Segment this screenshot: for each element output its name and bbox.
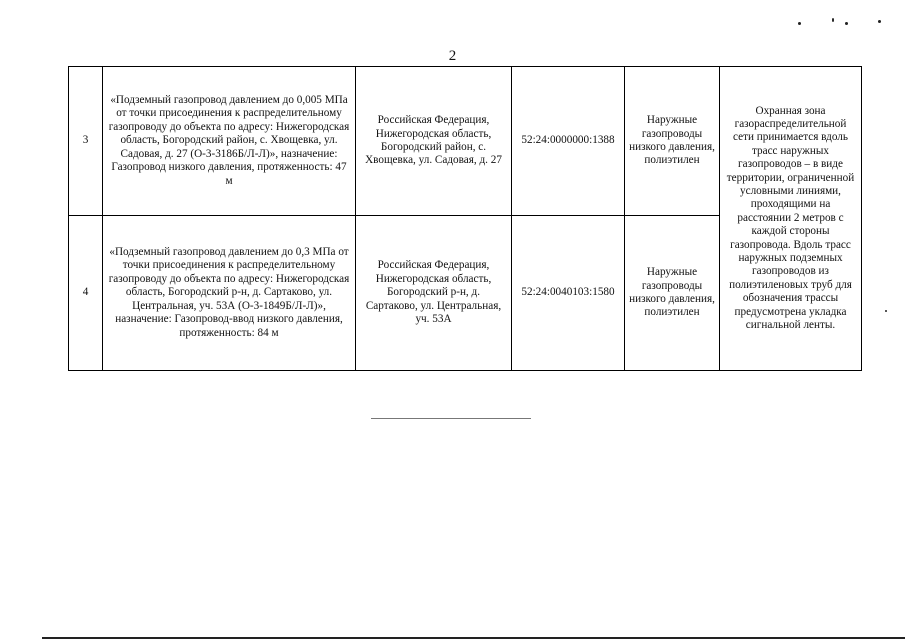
objects-table: [68, 66, 862, 371]
scan-edge-line: [42, 637, 905, 639]
scan-speck: [845, 22, 848, 25]
separator-line: [371, 418, 531, 419]
scan-speck: [798, 22, 801, 25]
protection-zone-text: Охранная зона газораспределительной сети принимается вдоль трасс наружных газопроводов – в виде территории, ограниченной условными линиями, проходящими на расстоянии 2 метров с каждой стороны газопровода. Вдоль трасс наружных подземных газопроводов из полиэтиленовых труб для обозначения трассы предусмотрена укладка сигнальной ленты.: [726, 104, 855, 332]
object-description-cell: «Подземный газопровод давлением до 0,3 МПа от точки присоединения к распределительному газопроводу до объекта по адресу: Нижегородская область, Богородский р-н, д. Сартаково, ул. Центральная, уч. 53А (О-3-1849Б/Л-Л)», назначение: Газопровод-ввод низкого давления, протяженность: 84 м: [103, 216, 356, 371]
pipeline-type-cell: Наружные газопроводы низкого давления, полиэтилен: [625, 216, 720, 371]
object-description-cell: «Подземный газопровод давлением до 0,005 МПа от точки присоединения к распределительному газопроводу до объекта по адресу: Нижегородская область, Богородский район, с. Хвощевка, ул. Садовая, д. 27 (О-3-3186Б/Л-Л)», назначение: Газопровод низкого давления, протяженность: 47 м: [103, 67, 356, 216]
row-number-cell: 3: [69, 67, 103, 216]
cadastral-number-cell: 52:24:0000000:1388: [512, 67, 625, 216]
scan-speck: [885, 310, 887, 312]
address-cell: Российская Федерация, Нижегородская область, Богородский район, с. Хвощевка, ул. Садовая, д. 27: [356, 67, 512, 216]
protection-zone-cell: [720, 67, 862, 371]
pipeline-type-cell: Наружные газопроводы низкого давления, полиэтилен: [625, 67, 720, 216]
scan-speck: [832, 18, 834, 22]
page-number: 2: [448, 48, 457, 64]
row-number-cell: 4: [69, 216, 103, 371]
cadastral-number-cell: 52:24:0040103:1580: [512, 216, 625, 371]
address-cell: Российская Федерация, Нижегородская область, Богородский р-н, д. Сартаково, ул. Центральная, уч. 53А: [356, 216, 512, 371]
scan-speck: [878, 20, 881, 23]
table-row: [69, 67, 862, 216]
